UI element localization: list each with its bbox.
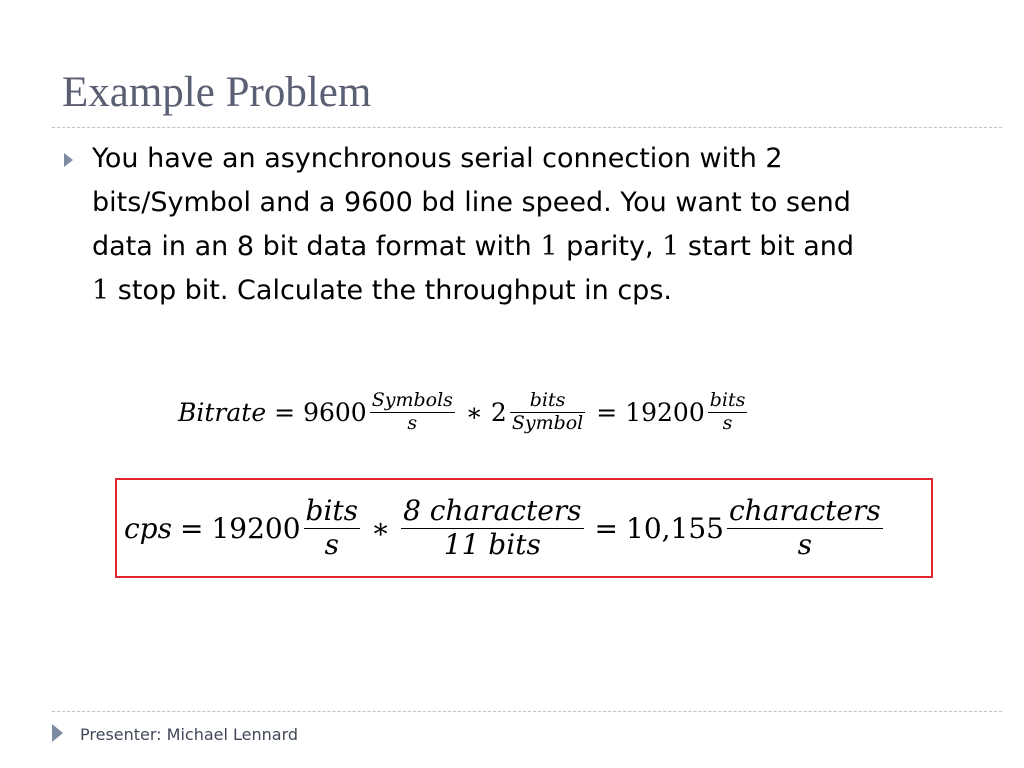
bitrate-value-1: 9600 — [303, 397, 367, 427]
bits-per-second-fraction — [708, 390, 748, 435]
problem-line-3-text-a: data in an 8 bit data format with — [92, 231, 541, 262]
problem-line-4 — [92, 269, 972, 313]
fraction-numerator: bits — [709, 389, 746, 411]
bitrate-equation — [178, 390, 750, 435]
parity-count: 1 — [540, 231, 558, 262]
problem-statement — [92, 137, 972, 313]
fraction-denominator: s — [797, 527, 813, 561]
problem-line-1: You have an asynchronous serial connection with 2 — [92, 143, 783, 174]
start-bit-count: 1 — [662, 231, 680, 262]
problem-line-3 — [92, 225, 972, 269]
cps-result: 10,155 — [626, 511, 724, 545]
fraction-numerator: Symbols — [371, 389, 453, 411]
equals-sign: = — [596, 397, 618, 427]
equals-sign: = — [179, 511, 204, 545]
cps-equation — [124, 480, 886, 576]
fraction-denominator: s — [722, 411, 733, 434]
equals-sign: = — [274, 397, 296, 427]
problem-line-4-text: stop bit. Calculate the throughput in cps. — [109, 275, 672, 306]
slide-title: Example Problem — [62, 69, 372, 116]
fraction-numerator: characters — [728, 494, 881, 528]
equals-sign: = — [594, 511, 618, 545]
characters-per-second-fraction — [727, 495, 883, 560]
bitrate-result: 19200 — [625, 397, 705, 427]
problem-line-3-text-b: parity, — [557, 231, 663, 262]
symbols-per-second-fraction — [370, 390, 455, 435]
cps-lhs: cps — [124, 511, 172, 545]
fraction-denominator: s — [407, 411, 418, 434]
bits-per-second-fraction — [304, 495, 361, 560]
characters-per-bits-fraction — [401, 495, 583, 560]
footer-arrow-icon — [52, 724, 63, 742]
fraction-denominator: s — [324, 527, 339, 561]
title-divider — [52, 127, 1002, 128]
cps-value-1: 19200 — [211, 511, 301, 545]
fraction-denominator: Symbol — [511, 411, 584, 434]
bitrate-lhs: Bitrate — [178, 397, 267, 427]
fraction-numerator: bits — [305, 494, 359, 528]
fraction-denominator: 11 bits — [443, 527, 541, 561]
fraction-numerator: 8 characters — [403, 494, 582, 528]
problem-line-2: bits/Symbol and a 9600 bd line speed. You want to send — [92, 187, 851, 218]
multiply-sign: ∗ — [465, 397, 483, 427]
bits-per-symbol-fraction — [510, 390, 585, 435]
stop-bit-count: 1 — [92, 275, 110, 306]
bullet-arrow-icon — [64, 153, 73, 167]
multiply-sign: ∗ — [371, 511, 391, 545]
fraction-numerator: bits — [529, 389, 566, 411]
footer-divider — [52, 711, 1002, 712]
presenter-footer: Presenter: Michael Lennard — [80, 725, 299, 744]
bitrate-value-2: 2 — [490, 397, 507, 427]
problem-line-3-text-c: start bit and — [679, 231, 854, 262]
